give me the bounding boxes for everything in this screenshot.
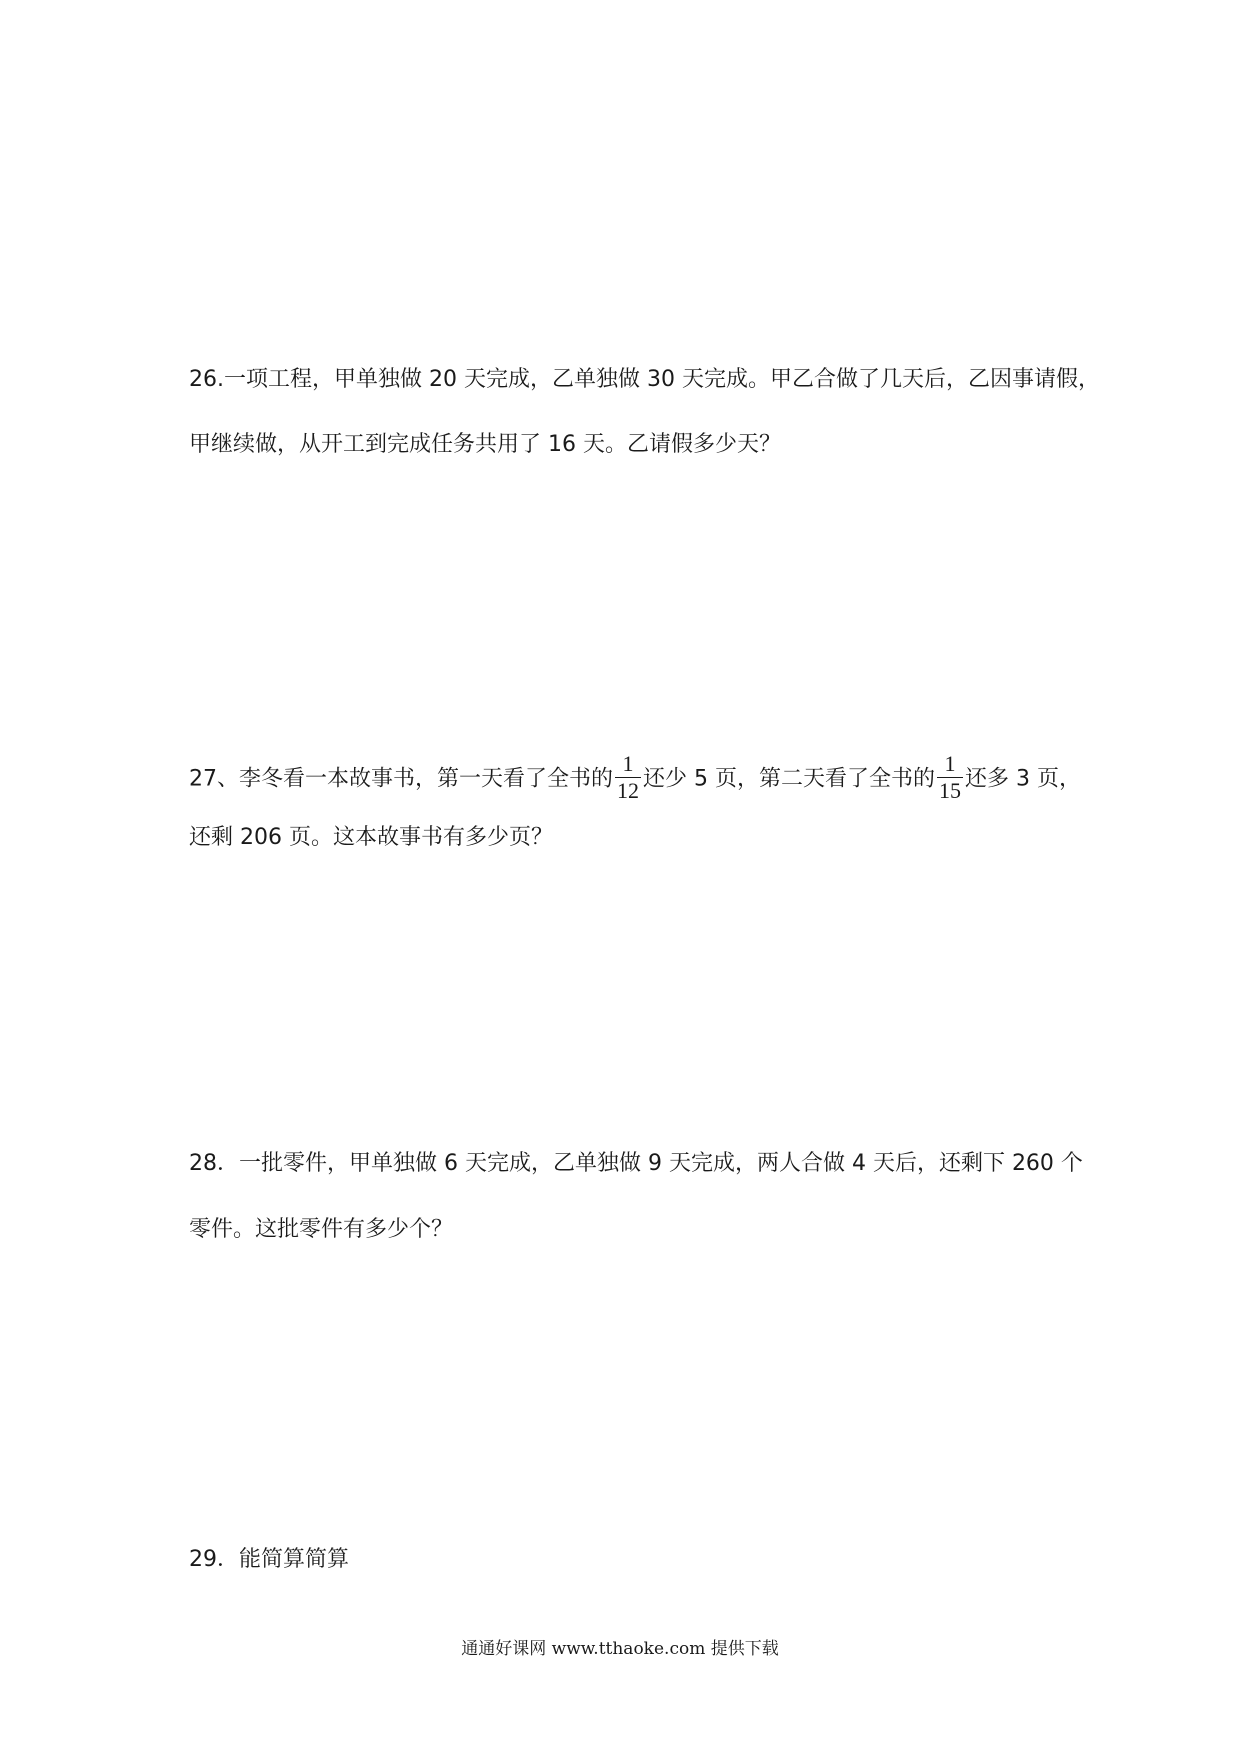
fraction-one-fifteenth — [937, 752, 963, 803]
fraction-denominator: 12 — [617, 778, 639, 803]
question-29-line-1: 29．能简算简算 — [189, 1547, 349, 1572]
question-27-line-2: 还剩 206 页。这本故事书有多少页？ — [189, 825, 553, 850]
question-27-text-a: 27、李冬看一本故事书，第一天看了全书的 — [189, 766, 613, 792]
question-26-line-1: 26.一项工程，甲单独做 20 天完成，乙单独做 30 天完成。甲乙合做了几天后，乙因事请假， — [189, 367, 1100, 392]
fraction-one-twelfth — [615, 752, 641, 803]
question-27-line-1 — [189, 751, 1081, 805]
fraction-numerator: 1 — [944, 751, 956, 776]
fraction-denominator: 15 — [938, 778, 961, 803]
question-27-text-c: 还多 3 页， — [964, 766, 1081, 792]
question-28-line-2: 零件。这批零件有多少个？ — [189, 1217, 454, 1242]
fraction-numerator: 1 — [622, 751, 634, 776]
question-28-line-1: 28．一批零件，甲单独做 6 天完成，乙单独做 9 天完成，两人合做 4 天后，还剩下 260 个 — [189, 1151, 1083, 1176]
question-27-text-b: 还少 5 页，第二天看了全书的 — [643, 766, 935, 792]
question-26-line-2: 甲继续做，从开工到完成任务共用了 16 天。乙请假多少天？ — [189, 432, 781, 457]
footer-credit: 通通好课网 www.tthaoke.com 提供下载 — [461, 1639, 779, 1659]
